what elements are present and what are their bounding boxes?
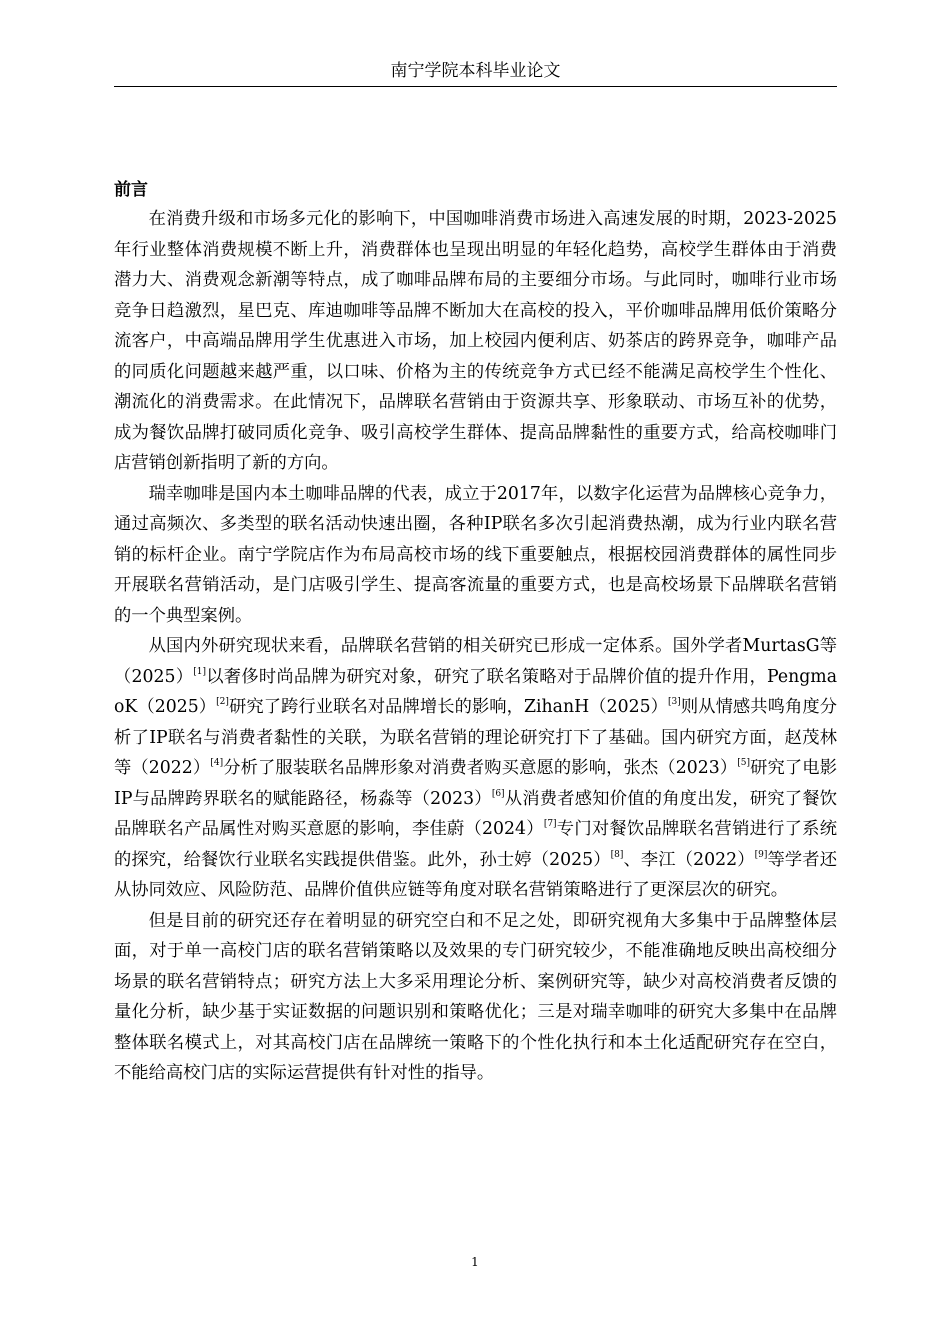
body-text (114, 204, 837, 1089)
paragraph-3-text: 分析了服装联名品牌形象对消费者购买意愿的影响，张杰（2023） (223, 758, 738, 778)
paragraph-3-text: 专门对餐饮品牌联名营销进行了系统的探究，给餐饮行业联名实践提供借鉴。此外，孙士婷（2025） (114, 819, 837, 870)
paragraph-3-text: 研究了电影IP与品牌跨界联名的赋能路径，杨淼等（2023） (114, 758, 837, 809)
page-number: 1 (471, 1255, 479, 1269)
citation: [3] (668, 697, 681, 708)
citation: [1] (193, 666, 207, 677)
paragraph-3-text: 从消费者感知价值的角度出发，研究了餐饮品牌联名产品属性对购买意愿的影响，李佳蔚（2024） (114, 788, 837, 839)
paragraph-3 (114, 631, 837, 906)
page-header (114, 58, 837, 87)
section-title: 前言 (114, 180, 148, 200)
citation: [6] (491, 788, 505, 799)
paragraph-3-text: 等学者还从协同效应、风险防范、品牌价值供应链等角度对联名营销策略进行了更深层次的研究。 (114, 849, 837, 900)
citation: [7] (543, 819, 557, 830)
paragraph-4: 但是目前的研究还存在着明显的研究空白和不足之处，即研究视角大多集中于品牌整体层面，对于单一高校门店的联名营销策略以及效果的专门研究较少，不能准确地反映出高校细分场景的联名营销特点；研究方法上大多采用理论分析、案例研究等，缺少对高校消费者反馈的量化分析，缺少基于实证数据的问题识别和策略优化；三是对瑞幸咖啡的研究大多集中在品牌整体联名模式上，对其高校门店在品牌统一策略下的个性化执行和本土化适配研究存在空白，不能给高校门店的实际运营提供有针对性的指导。 (114, 910, 837, 1083)
paragraph-2: 瑞幸咖啡是国内本土咖啡品牌的代表，成立于2017年，以数字化运营为品牌核心竞争力，通过高频次、多类型的联名活动快速出圈，各种IP联名多次引起消费热潮，成为行业内联名营销的标杆企业。南宁学院店作为布局高校市场的线下重要触点，根据校园消费群体的属性同步开展联名营销活动，是门店吸引学生、提高客流量的重要方式，也是高校场景下品牌联名营销的一个典型案例。 (114, 483, 837, 626)
header-title: 南宁学院本科毕业论文 (390, 61, 561, 81)
citation: [4] (210, 758, 224, 769)
paragraph-3-text: 、李江（2022） (623, 849, 755, 870)
paragraph-3-text: 研究了跨行业联名对品牌增长的影响，ZihanH（2025） (228, 697, 669, 717)
citation: [8] (610, 849, 624, 860)
citation: [5] (737, 758, 750, 769)
paragraph-3-text: 以奢侈时尚品牌为研究对象，研究了联名策略对于品牌价值的提升作用，PengmaoK（2025） (114, 666, 837, 717)
citation: [9] (754, 849, 768, 860)
paragraph-3-text: 则从情感共鸣角度分析了IP联名与消费者黏性的关联，为联名营销的理论研究打下了基础。国内研究方面，赵茂林等（2022） (114, 697, 837, 778)
paragraph-3-text: 从国内外研究现状来看，品牌联名营销的相关研究已形成一定体系。国外学者MurtasG等（2025） (114, 636, 837, 687)
citation: [2] (216, 697, 229, 708)
paragraph-1: 在消费升级和市场多元化的影响下，中国咖啡消费市场进入高速发展的时期，2023-2025年行业整体消费规模不断上升，消费群体也呈现出明显的年轻化趋势，高校学生群体由于消费潜力大、消费观念新潮等特点，成了咖啡品牌布局的主要细分市场。与此同时，咖啡行业市场竞争日趋激烈，星巴克、库迪咖啡等品牌不断加大在高校的投入，平价咖啡品牌用低价策略分流客户，中高端品牌用学生优惠进入市场，加上校园内便利店、奶茶店的跨界竞争，咖啡产品的同质化问题越来越严重，以口味、价格为主的传统竞争方式已经不能满足高校学生个性化、潮流化的消费需求。在此情况下，品牌联名营销由于资源共享、形象联动、市场互补的优势，成为餐饮品牌打破同质化竞争、吸引高校学生群体、提高品牌黏性的重要方式，给高校咖啡门店营销创新指明了新的方向。 (114, 209, 837, 473)
